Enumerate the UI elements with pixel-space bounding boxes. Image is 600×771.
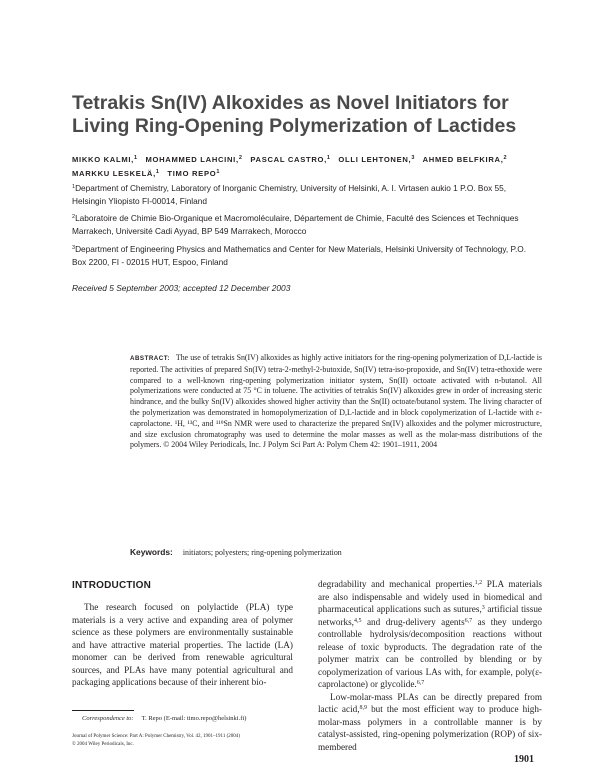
body-paragraph: Low-molar-mass PLAs can be directly prepared from lactic acid,$^{8,9}$ but the most efficient way to produce high-molar-mass polymers in a controllable manner is by catalyst-assisted, ring-opening polymerization (ROP) of six-membered [318,691,542,752]
keywords [130,547,542,558]
journal-citation: Journal of Polymer Science: Part A: Polymer Chemistry, Vol. 42, 1901–1911 (2004) [72,734,240,739]
author-name: OLLI LEHTONEN, [338,155,412,164]
journal-info [72,733,312,748]
footnote-rule [72,710,134,711]
abstract-text: The use of tetrakis Sn(IV) alkoxides as highly active initiators for the ring-opening polymerization of D,L-lactide is reported. The activities of prepared Sn(IV) tetra-2-methyl-2-butoxide, Sn(IV) tetra-iso-propoxide, and Sn(IV) tetra-ethoxide were compared to a well-known ring-opening polymerization initiator system, Sn(II) octoate activated with n-butanol. All polymerizations were conducted at 75 °C in toluene. The activities of tetrakis Sn(IV) alkoxides grew in order of increasing steric hindrance, and the bulky Sn(IV) alkoxides showed higher activity than the Sn(II) octoate/butanol system. The living character of the polymerization was demonstrated in homopolymerization of D,L-lactide and in block copolymerization of L-lactide with ε-caprolactone. ¹H, ¹³C, and ¹¹⁹Sn NMR were used to characterize the prepared Sn(IV) alkoxides and the polymer microstructure, and size exclusion chromatography was used to determine the molar masses as well as the molar-mass distributions of the polymers. © 2004 Wiley Periodicals, Inc. J Polym Sci Part A: Polym Chem 42: 1901–1911, 2004 [130,353,542,450]
author-name: TIMO REPO [167,169,217,178]
abstract-label: ABSTRACT: [130,355,170,362]
author-affiliation-mark: 1 [216,169,220,175]
citation: 6,7 [416,680,425,686]
correspondence-text: T. Repo (E-mail: timo.repo@helsinki.fi) [141,715,247,722]
author-affiliation-mark: 3 [411,155,415,161]
body-column-right [318,578,542,753]
author-list [72,152,542,180]
received-dates: Received 5 September 2003; accepted 12 December 2003 [72,283,291,293]
affiliation-mark: 3 [72,245,76,251]
author-affiliation-mark: 2 [503,155,507,161]
body-paragraph: The research focused on polylactide (PLA) type materials is a very active and expanding area of polymer science as these polymers are environmentally sustainable and have attractive material properties. The lactide (LA) monomer can be derived from renewable agricultural sources, and PLAs have many potential agricultural and packaging applications because of their inherent bio- [72,602,293,687]
affiliation-mark: 2 [72,214,76,220]
citation: 1,2 [474,580,483,586]
citation: 3 [481,605,485,611]
page-number: 1901 [514,754,534,765]
citation: 8,9 [359,705,368,711]
author-affiliation-mark: 1 [326,155,330,161]
body-column-left [72,601,293,689]
author-name: MIKKO KALMI, [72,155,134,164]
affiliation-mark: 1 [72,184,76,190]
affiliation-text: Laboratoire de Chimie Bio-Organique et Macromoléculaire, Département de Chimie, Faculté des Sciences et Techniques Marrakech, Université Cadi Ayyad, BP 549 Marrakech, Morocco [72,213,519,236]
affiliation-3 [72,242,542,268]
correspondence-footnote [72,714,296,723]
affiliation-text: Department of Chemistry, Laboratory of Inorganic Chemistry, University of Helsinki, A. I. Virtasen aukio 1 P.O. Box 55, Helsingin Yliopisto FI-00014, Finland [72,183,507,206]
section-heading-introduction: INTRODUCTION [72,580,152,591]
citation: 6,7 [464,617,473,624]
keywords-text: initiators; polyesters; ring-opening polymerization [182,548,342,557]
correspondence-label: Correspondence to: [82,715,134,722]
author-affiliation-mark: 1 [155,169,159,175]
paper-title: Tetrakis Sn(IV) Alkoxides as Novel Initiators for Living Ring-Opening Polymerization of Lactides [72,92,517,137]
body-paragraph: degradability and mechanical properties.$^{1,2}$ PLA materials are also indispensable and widely used in biomedical and pharmaceutical applications such as sutures,$^3$ artificial tissue networks,$^{4,5}$ and drug-delivery agents$^{6,7}$ as they undergo controllable hydrolysis/decomposition reactions without release of toxic byproducts. The degradation rate of the polymer matrix can be controlled by blending or by copolymerization of various LAs with, for example, poly(ε-caprolactone) or glycolide.$^{6,7}$ [318,579,543,689]
author-line-1 [72,152,542,166]
author-name: AHMED BELFKIRA, [422,155,504,164]
abstract [130,353,542,451]
keywords-label: Keywords: [130,547,173,557]
affiliation-1 [72,181,542,207]
author-name: MOHAMMED LAHCINI, [145,155,239,164]
author-line-2 [72,166,542,180]
affiliation-2 [72,211,542,237]
author-affiliation-mark: 1 [133,155,138,161]
citation: 4,5 [353,617,362,624]
copyright-line: © 2004 Wiley Periodicals, Inc. [72,741,134,747]
affiliation-text: Department of Engineering Physics and Mathematics and Center for New Materials, Helsinki University of Technology, P.O. Box 2200, FI - 02015 HUT, Espoo, Finland [72,244,527,267]
author-name: PASCAL CASTRO, [250,155,327,164]
author-name: MARKKU LESKELÄ, [72,169,156,178]
author-affiliation-mark: 2 [238,155,242,161]
